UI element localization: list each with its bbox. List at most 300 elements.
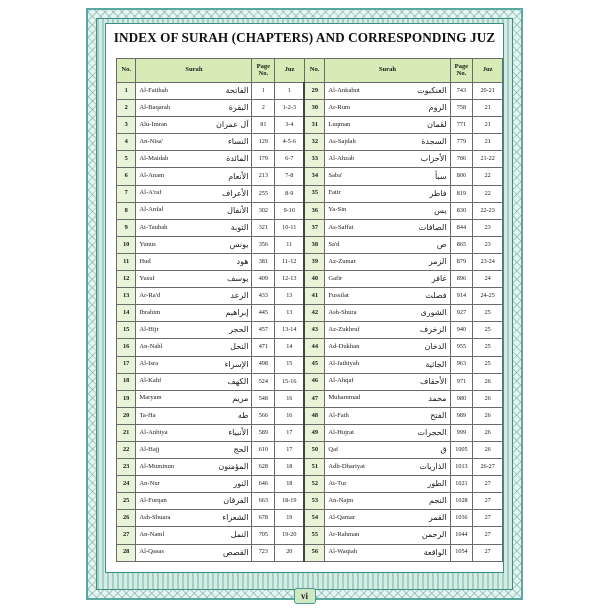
page-number-cell: 302 [252, 202, 275, 219]
table-row [117, 493, 503, 510]
juz-cell: 22 [473, 185, 503, 202]
surah-arabic-name: سبأ [400, 168, 450, 185]
page-number-cell: 743 [450, 83, 473, 100]
surah-arabic-name: الأنعام [208, 168, 252, 185]
juz-cell: 21 [473, 134, 503, 151]
surah-arabic-name: الزخرف [400, 322, 450, 339]
page-number-cell: 971 [450, 373, 473, 390]
juz-cell: 22-23 [473, 202, 503, 219]
table-row [117, 134, 503, 151]
surah-arabic-name: المائدة [208, 151, 252, 168]
surah-name: Al-Anbiya [136, 424, 208, 441]
surah-name: An-Nur [136, 476, 208, 493]
surah-number: 24 [117, 476, 136, 493]
table-row [117, 151, 503, 168]
juz-cell: 19 [275, 510, 305, 527]
surah-number: 47 [304, 390, 324, 407]
surah-name: Ta-Ha [136, 407, 208, 424]
surah-number: 45 [304, 356, 324, 373]
juz-cell: 16 [275, 407, 305, 424]
surah-name: Al-Jathiyah [325, 356, 400, 373]
surah-name: Al-Maidah [136, 151, 208, 168]
surah-number: 51 [304, 459, 324, 476]
header-no: No. [117, 59, 136, 83]
surah-number: 41 [304, 288, 324, 305]
juz-cell: 19-20 [275, 527, 305, 544]
page-number-cell: 628 [252, 459, 275, 476]
juz-cell: 17 [275, 441, 305, 458]
table-row [117, 288, 503, 305]
table-row [117, 339, 503, 356]
juz-cell: 13 [275, 305, 305, 322]
surah-arabic-name: الصافات [400, 219, 450, 236]
surah-arabic-name: الأحزاب [400, 151, 450, 168]
juz-cell: 27 [473, 527, 503, 544]
surah-number: 12 [117, 271, 136, 288]
surah-name: Ash-Shura [325, 305, 400, 322]
juz-cell: 1 [275, 83, 305, 100]
surah-number: 10 [117, 236, 136, 253]
surah-number: 8 [117, 202, 136, 219]
juz-cell: 15 [275, 356, 305, 373]
surah-arabic-name: ص [400, 236, 450, 253]
surah-number: 36 [304, 202, 324, 219]
page-number-cell: 610 [252, 441, 275, 458]
header-surah: Surah [136, 59, 252, 83]
surah-name: Al-Baqarah [136, 100, 208, 117]
surah-arabic-name: الأنفال [208, 202, 252, 219]
juz-cell: 8-9 [275, 185, 305, 202]
table-row [117, 390, 503, 407]
surah-arabic-name: المؤمنون [208, 459, 252, 476]
header-juz: Juz [473, 59, 503, 83]
surah-name: Fatir [325, 185, 400, 202]
surah-name: Al-Fatihah [136, 83, 208, 100]
table-row [117, 236, 503, 253]
surah-number: 37 [304, 219, 324, 236]
juz-cell: 20 [275, 544, 305, 561]
surah-arabic-name: فاطر [400, 185, 450, 202]
page-number-cell: 129 [252, 134, 275, 151]
surah-number: 39 [304, 253, 324, 270]
surah-arabic-name: العنكبوت [400, 83, 450, 100]
page-number-cell: 321 [252, 219, 275, 236]
surah-name: Al-Muminun [136, 459, 208, 476]
surah-name: Al-Waqiah [325, 544, 400, 561]
juz-cell: 18 [275, 459, 305, 476]
juz-cell: 26 [473, 441, 503, 458]
surah-arabic-name: الروم [400, 100, 450, 117]
surah-arabic-name: الواقعة [400, 544, 450, 561]
juz-cell: 13 [275, 288, 305, 305]
page-number-cell: 927 [450, 305, 473, 322]
surah-arabic-name: الدخان [400, 339, 450, 356]
juz-cell: 6-7 [275, 151, 305, 168]
page-number-cell: 1021 [450, 476, 473, 493]
surah-number: 34 [304, 168, 324, 185]
header-juz: Juz [275, 59, 305, 83]
page-number-cell: 771 [450, 117, 473, 134]
surah-number: 25 [117, 493, 136, 510]
juz-cell: 11 [275, 236, 305, 253]
surah-arabic-name: الأنبياء [208, 424, 252, 441]
page-number-cell: 806 [450, 168, 473, 185]
surah-number: 38 [304, 236, 324, 253]
surah-name: As-Sajdah [325, 134, 400, 151]
page-number-cell: 914 [450, 288, 473, 305]
page-number-cell: 213 [252, 168, 275, 185]
surah-number: 4 [117, 134, 136, 151]
table-row [117, 185, 503, 202]
table-row [117, 373, 503, 390]
surah-name: As-Saffat [325, 219, 400, 236]
page-number-cell: 179 [252, 151, 275, 168]
surah-number: 20 [117, 407, 136, 424]
surah-name: Al-Kahf [136, 373, 208, 390]
page-number-cell: 830 [450, 202, 473, 219]
surah-arabic-name: النجم [400, 493, 450, 510]
surah-name: Al-Anfal [136, 202, 208, 219]
surah-name: Al-Hujrat [325, 424, 400, 441]
surah-name: Muhammad [325, 390, 400, 407]
page-number-cell: 2 [252, 100, 275, 117]
juz-cell: 21 [473, 100, 503, 117]
surah-arabic-name: الفاتحة [208, 83, 252, 100]
juz-cell: 4-5-6 [275, 134, 305, 151]
table-row [117, 407, 503, 424]
header-no: No. [304, 59, 324, 83]
surah-arabic-name: التوبة [208, 219, 252, 236]
surah-number: 16 [117, 339, 136, 356]
surah-arabic-name: هود [208, 253, 252, 270]
page-number-cell: 678 [252, 510, 275, 527]
surah-arabic-name: الأعراف [208, 185, 252, 202]
surah-arabic-name: الحجر [208, 322, 252, 339]
decorative-border-inner [96, 18, 513, 601]
table-row [117, 305, 503, 322]
page-title: INDEX OF SURAH (CHAPTERS) AND CORRESPONDING JUZ [113, 30, 496, 45]
surah-index-table-wrap [116, 58, 503, 562]
surah-name: Al-Furqan [136, 493, 208, 510]
juz-cell: 25 [473, 322, 503, 339]
surah-number: 9 [117, 219, 136, 236]
page-number-cell: 1 [252, 83, 275, 100]
page-number-cell: 255 [252, 185, 275, 202]
surah-name: Sa'd [325, 236, 400, 253]
header-surah: Surah [325, 59, 450, 83]
page-number-cell: 1054 [450, 544, 473, 561]
header-page: Page No. [450, 59, 473, 83]
surah-name: Al-Qasas [136, 544, 208, 561]
surah-name: Yusuf [136, 271, 208, 288]
surah-arabic-name: الشورى [400, 305, 450, 322]
surah-number: 50 [304, 441, 324, 458]
page-number-cell: 566 [252, 407, 275, 424]
juz-cell: 11-12 [275, 253, 305, 270]
surah-arabic-name: القصص [208, 544, 252, 561]
surah-number: 27 [117, 527, 136, 544]
page-number-cell: 646 [252, 476, 275, 493]
surah-arabic-name: لقمان [400, 117, 450, 134]
surah-name: Ya-Sin [325, 202, 400, 219]
surah-arabic-name: يونس [208, 236, 252, 253]
juz-cell: 21 [473, 117, 503, 134]
juz-cell: 18 [275, 476, 305, 493]
page-number-cell: 879 [450, 253, 473, 270]
table-row [117, 219, 503, 236]
surah-name: Al-A'raf [136, 185, 208, 202]
surah-number: 35 [304, 185, 324, 202]
surah-name: Al-Ahzab [325, 151, 400, 168]
surah-number: 2 [117, 100, 136, 117]
surah-name: Al-Ankabut [325, 83, 400, 100]
page-number-cell: 356 [252, 236, 275, 253]
page-number-cell: 589 [252, 424, 275, 441]
juz-cell: 13-14 [275, 322, 305, 339]
surah-number: 30 [304, 100, 324, 117]
surah-number: 11 [117, 253, 136, 270]
surah-number: 54 [304, 510, 324, 527]
juz-cell: 27 [473, 510, 503, 527]
surah-arabic-name: مريم [208, 390, 252, 407]
page-number-cell: 457 [252, 322, 275, 339]
juz-cell: 18-19 [275, 493, 305, 510]
page-number-cell: 723 [252, 544, 275, 561]
surah-name: Al-Qamar [325, 510, 400, 527]
surah-number: 43 [304, 322, 324, 339]
surah-number: 14 [117, 305, 136, 322]
surah-name: Adh-Dhariyat [325, 459, 400, 476]
page-number-cell: 1036 [450, 510, 473, 527]
surah-name: Ar-Ra'd [136, 288, 208, 305]
surah-arabic-name: القمر [400, 510, 450, 527]
juz-cell: 25 [473, 305, 503, 322]
juz-cell: 23 [473, 219, 503, 236]
surah-name: Luqman [325, 117, 400, 134]
surah-name: An-Nisa' [136, 134, 208, 151]
table-row [117, 83, 503, 100]
surah-arabic-name: الرعد [208, 288, 252, 305]
surah-arabic-name: يوسف [208, 271, 252, 288]
surah-arabic-name: الحجرات [400, 424, 450, 441]
page-number-cell: 758 [450, 100, 473, 117]
table-row [117, 253, 503, 270]
page-number-cell: 999 [450, 424, 473, 441]
juz-cell: 14 [275, 339, 305, 356]
surah-name: An-Najm [325, 493, 400, 510]
surah-number: 3 [117, 117, 136, 134]
surah-number: 48 [304, 407, 324, 424]
page-number-cell: 524 [252, 373, 275, 390]
juz-cell: 1-2-3 [275, 100, 305, 117]
juz-cell: 20-21 [473, 83, 503, 100]
juz-cell: 27 [473, 544, 503, 561]
page-number-cell: 409 [252, 271, 275, 288]
surah-name: At-Tur [325, 476, 400, 493]
juz-cell: 25 [473, 356, 503, 373]
surah-number: 46 [304, 373, 324, 390]
surah-arabic-name: غافر [400, 271, 450, 288]
page-number-cell: 1013 [450, 459, 473, 476]
juz-cell: 10-11 [275, 219, 305, 236]
surah-arabic-name: طه [208, 407, 252, 424]
surah-name: Al-Hijr [136, 322, 208, 339]
surah-number: 1 [117, 83, 136, 100]
page-number-cell: 844 [450, 219, 473, 236]
surah-number: 13 [117, 288, 136, 305]
surah-name: Al-Hajj [136, 441, 208, 458]
juz-cell: 23-24 [473, 253, 503, 270]
surah-arabic-name: آل عمران [208, 117, 252, 134]
page-number-cell: 779 [450, 134, 473, 151]
surah-arabic-name: الذاريات [400, 459, 450, 476]
surah-name: Ar-Rahman [325, 527, 400, 544]
surah-number: 23 [117, 459, 136, 476]
page-number-cell: 81 [252, 117, 275, 134]
surah-name: Az-Zukhruf [325, 322, 400, 339]
table-row [117, 459, 503, 476]
surah-number: 49 [304, 424, 324, 441]
surah-number: 5 [117, 151, 136, 168]
surah-number: 15 [117, 322, 136, 339]
surah-arabic-name: الفرقان [208, 493, 252, 510]
surah-name: Fussilat [325, 288, 400, 305]
surah-arabic-name: النساء [208, 134, 252, 151]
page-number-cell: 786 [450, 151, 473, 168]
surah-number: 18 [117, 373, 136, 390]
juz-cell: 25 [473, 339, 503, 356]
surah-arabic-name: فصلت [400, 288, 450, 305]
surah-arabic-name: إبراهيم [208, 305, 252, 322]
table-row [117, 271, 503, 288]
table-row [117, 424, 503, 441]
page-number-cell: 980 [450, 390, 473, 407]
page-number-cell: 819 [450, 185, 473, 202]
surah-arabic-name: النحل [208, 339, 252, 356]
surah-arabic-name: السجدة [400, 134, 450, 151]
juz-cell: 17 [275, 424, 305, 441]
juz-cell: 9-10 [275, 202, 305, 219]
table-row [117, 544, 503, 561]
surah-arabic-name: الإسراء [208, 356, 252, 373]
surah-number: 40 [304, 271, 324, 288]
surah-number: 55 [304, 527, 324, 544]
table-header-row [117, 59, 503, 83]
surah-arabic-name: الكهف [208, 373, 252, 390]
surah-name: Al-Anam [136, 168, 208, 185]
surah-arabic-name: الأحقاف [400, 373, 450, 390]
page-number-cell: 1044 [450, 527, 473, 544]
surah-arabic-name: الحج [208, 441, 252, 458]
page-number-cell: 896 [450, 271, 473, 288]
surah-number: 19 [117, 390, 136, 407]
surah-name: Qaf [325, 441, 400, 458]
table-row [117, 322, 503, 339]
table-body [117, 83, 503, 562]
surah-name: Ar-Rum [325, 100, 400, 117]
table-row [117, 527, 503, 544]
surah-number: 21 [117, 424, 136, 441]
surah-arabic-name: الشعراء [208, 510, 252, 527]
page-number-cell: 445 [252, 305, 275, 322]
surah-name: Alu-Imran [136, 117, 208, 134]
surah-name: Yunus [136, 236, 208, 253]
juz-cell: 7-8 [275, 168, 305, 185]
surah-name: Az-Zumar [325, 253, 400, 270]
surah-name: Saba' [325, 168, 400, 185]
surah-arabic-name: ق [400, 441, 450, 458]
juz-cell: 27 [473, 476, 503, 493]
surah-arabic-name: محمد [400, 390, 450, 407]
juz-cell: 21-22 [473, 151, 503, 168]
page-number-cell: 963 [450, 356, 473, 373]
content-area [105, 23, 504, 573]
juz-cell: 24-25 [473, 288, 503, 305]
surah-name: Maryam [136, 390, 208, 407]
table-row [117, 100, 503, 117]
surah-arabic-name: الفتح [400, 407, 450, 424]
surah-number: 7 [117, 185, 136, 202]
surah-name: Ash-Shuara [136, 510, 208, 527]
page-number-cell: 955 [450, 339, 473, 356]
juz-cell: 26-27 [473, 459, 503, 476]
juz-cell: 27 [473, 493, 503, 510]
juz-cell: 22 [473, 168, 503, 185]
surah-arabic-name: النور [208, 476, 252, 493]
surah-name: Ad-Dukhan [325, 339, 400, 356]
juz-cell: 24 [473, 271, 503, 288]
surah-arabic-name: الطور [400, 476, 450, 493]
table-row [117, 202, 503, 219]
surah-name: Al-Fath [325, 407, 400, 424]
surah-number: 52 [304, 476, 324, 493]
juz-cell: 26 [473, 407, 503, 424]
surah-name: An-Nahl [136, 339, 208, 356]
surah-name: Ibrahim [136, 305, 208, 322]
surah-name: Al-Ahqaf [325, 373, 400, 390]
page-number-cell: 548 [252, 390, 275, 407]
page-number: vi [294, 588, 316, 604]
surah-name: Al-Isra [136, 356, 208, 373]
table-row [117, 168, 503, 185]
juz-cell: 26 [473, 390, 503, 407]
juz-cell: 15-16 [275, 373, 305, 390]
table-row [117, 441, 503, 458]
surah-arabic-name: البقرة [208, 100, 252, 117]
surah-arabic-name: يس [400, 202, 450, 219]
surah-name: An-Naml [136, 527, 208, 544]
surah-number: 31 [304, 117, 324, 134]
page-number-cell: 940 [450, 322, 473, 339]
surah-number: 17 [117, 356, 136, 373]
juz-cell: 12-13 [275, 271, 305, 288]
table-row [117, 510, 503, 527]
surah-arabic-name: الرحمن [400, 527, 450, 544]
surah-number: 32 [304, 134, 324, 151]
surah-arabic-name: النمل [208, 527, 252, 544]
surah-arabic-name: الجاثية [400, 356, 450, 373]
juz-cell: 16 [275, 390, 305, 407]
juz-cell: 23 [473, 236, 503, 253]
page-number-cell: 989 [450, 407, 473, 424]
page-number-cell: 498 [252, 356, 275, 373]
juz-cell: 26 [473, 424, 503, 441]
decorative-border [86, 8, 523, 600]
page-number-cell: 433 [252, 288, 275, 305]
table-row [117, 476, 503, 493]
surah-number: 44 [304, 339, 324, 356]
surah-number: 33 [304, 151, 324, 168]
